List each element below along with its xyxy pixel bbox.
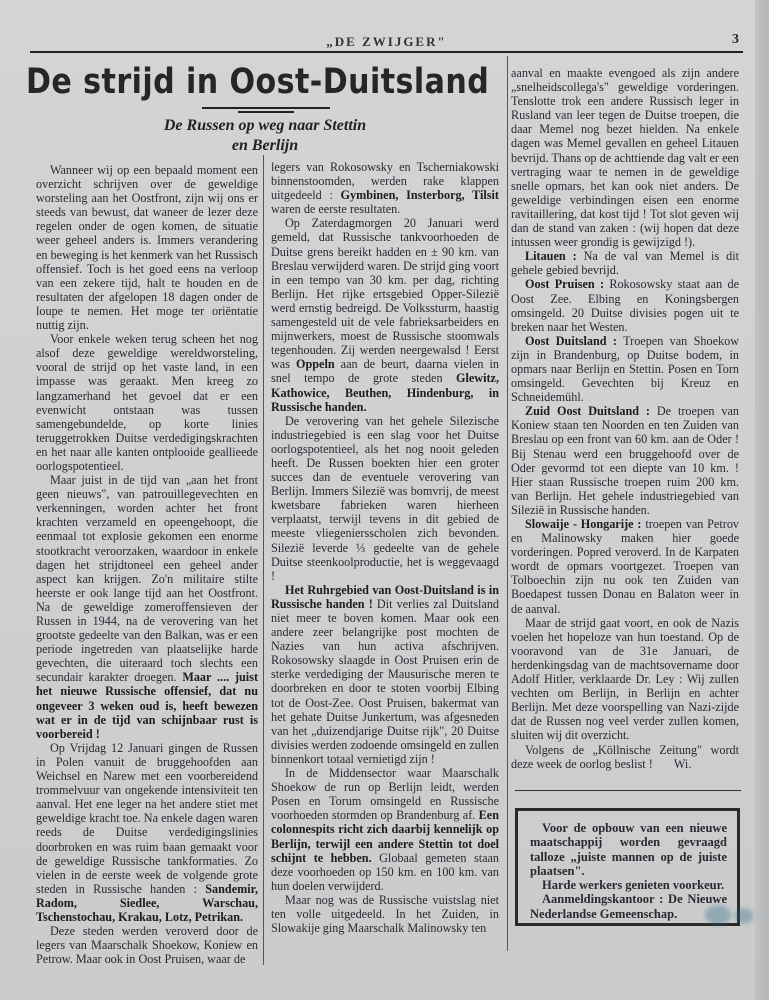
paragraph: Het Ruhrgebied van Oost-Duitsland is in Russische handen ! Dit verlies zal Duitsland niet meer te boven komen. Maar ook een andere zeer belangrijke post mochten de Nazies van hun activa afschrijven. Rokosowsky slaagde in Oost Pruisen erin de sterke verdediging der Mausurische meren te doorbreken en door te stoten voorbij Elbing tot de Oost-Zee. Oost Pruisen, bakermat van het gehate Duitse Junkertum, was afgesneden van het „duizendjarige Duitse rijk", 20 Duitse divisies werden zodoende omsingeld en zullen binnenkort totaal vernietigd zijn ! <box>271 582 500 766</box>
ad-text: Harde werkers genieten voorkeur. <box>542 878 725 893</box>
running-head <box>30 34 743 52</box>
article-subhead: De Russen op weg naar Stettin <box>163 117 367 134</box>
ink-stain <box>735 908 753 924</box>
status-item: Litauen : Na de val van Memel is dit gehele gebied bevrijd. <box>511 249 739 278</box>
status-item: Slowaije - Hongarije : troepen van Petrov en Malinowsky maken hier goede vorderingen. Popred veroverd. In de Karpaten wordt de opmars voortgezet. Troepen van Tolboechin zijn nu ook ten Zuiden van Boedapest tussen Donau en Balaton weer in de aanval. <box>511 517 740 616</box>
paragraph: De verovering van het gehele Silezische industriegebied is een slag voor het Duitse oorlogspotentieel, als het nog nooit geleden heeft. De Russen boekten hier een groter succes dan de eventuele verovering van Berlijn. Immers Silezië was bomvrij, de meest kwetsbare fabrieken waren hierheen verplaatst, terwijl tevens in dit gebied de meeste vliegeniersscholen zich bevonden. Silezië leverde ⅓ gedeelte van de gehele Duitse steenkoolproductie, het is weggevaagd ! <box>271 413 499 583</box>
city-list: Gymbinen, Insterborg, Tilsit <box>340 188 499 203</box>
status-label: Zuid Oost Duitsland : <box>525 404 650 419</box>
paragraph: Wanneer wij op een bepaald moment een overzicht schrijven over de geweldige worsteling aan het Oostfront, zijn wij ons er steeds van bewust, dat waneer de lezer deze regelen onder de ogen komen, de situatie weer geheel anders is. Immers verandering en beweging is het kenmerk van het Russisch offensief. Toch is het goed eens na verloop van een zekere tijd, halt te houden en de resultaten der afgelopen 18 dagen onder de loupe te nemen. Het moge ter oriëntatie nuttig zijn. <box>36 163 258 333</box>
ad-text: Aanmeldingskantoor : De Nieuwe Nederlandse Gemeenschap. <box>530 892 727 921</box>
article-column-1 <box>36 163 258 966</box>
article-column-2 <box>271 160 499 935</box>
city-list: Sandemir, Radom, Siedlee, Warschau, Tschenstochau, Krakau, Lotz, Petrikan. <box>36 881 258 924</box>
status-item: Oost Duitsland : Troepen van Shoekow zijn in Brandenburg, op Duitse bodem, in opmars naar Berlijn en Stettin. Posen en Torn omsingeld. Gevechten bij Kreuz en Schneidemühl. <box>511 333 739 405</box>
article-end-rule <box>515 790 741 791</box>
city-list: Glewitz, Kathowice, Beuthen, Hindenburg, in Russische handen. <box>271 371 499 414</box>
status-label: Oost Duitsland : <box>525 333 617 348</box>
newspaper-title: „DE ZWIJGER" <box>326 34 447 49</box>
article-headline: De strijd in Oost-Duitsland <box>26 62 490 102</box>
paragraph: Voor enkele weken terug scheen het nog alsof deze geweldige wereldworsteling, vooral de strijd op het vaste land, in een impasse was geraakt. Men kreeg zo langzamerhand het gevoel dat er een evenwicht ontstaan was tussen samengebundelde, op korte linies teruggetrokken Duitse verdedigingskrachten en het naar alle kanten ontplooide geallieede oorlogspotentieel. <box>36 332 258 473</box>
paragraph: legers van Rokosowsky en Tscherniakowski binnenstoomden, werden rake klappen uitgedeeld : Gymbinen, Insterborg, Tilsit waren de eerste resultaten. <box>271 160 499 217</box>
page-number: 3 <box>732 32 739 47</box>
emphasis: Het Ruhrgebied van Oost-Duitsland is in Russische handen ! <box>271 582 499 611</box>
status-item: Zuid Oost Duitsland : De troepen van Koniew staan ten Noorden en ten Zuiden van Breslau op een front van 60 km. aan de Oder ! Bij Stenau werd een bruggehoofd over de Oder gevormd tot een diepte van 10 km. ! Hier staan Russische troepen ruim 200 km. van Berlijn. Het gehele industriegebied van Silezië in Russische handen. <box>511 404 740 517</box>
paragraph: Maar juist in de tijd van „aan het front geen nieuws", van patrouillegevechten en verkenningen, worden achter het front krachten verzameld en opeengehoopt, die eenmaal tot explosie gekomen een enorme stootkracht veroorzaken, waardoor in enkele dagen het strijdtoneel een geheel ander aspect kan krijgen. Zo'n militaire stilte heerste er ook lange tijd aan het Oostfront. Na de geweldige zomeroffensieven der Russen in 1944, na de verovering van het grootste gedeelte van den Balkan, was er een periode ingetreden van plaatselijke harde gevechten, die uiteraard toch slechts een secundair karakter droegen. Maar .... juist het nieuwe Russische offensief, dat nu ongeveer 3 weken oud is, heeft bewezen wat er in de tijd van schijnbaar rust is voorbereid ! <box>36 473 258 741</box>
ad-text: Voor de opbouw van een nieuwe maatschappij worden gevraagd talloze „juiste mannen op de juiste plaatsen". <box>530 821 727 878</box>
paragraph: Op Vrijdag 12 Januari gingen de Russen in Polen vanuit de bruggehoofden aan Weichsel en Narew met een voorbereidend trommelvuur van ongekende intensiviteit ten aanval. Het ene leger na het andere stiet met geweldige kracht toe. Na enkele dagen waren reeds de Duitse verdedigingslinies doorbroken en was ruim baan gemaakt voor de geweldige Russische tankformaties. Zo vielen in de eerste week de volgende grote steden in Russische handen : Sandemir, Radom, Siedlee, Warschau, Tschenstochau, Krakau, Lotz, Petrikan. <box>36 740 258 924</box>
headline-rule <box>238 111 294 113</box>
article-column-3 <box>511 66 739 771</box>
paragraph: Op Zaterdagmorgen 20 Januari werd gemeld, dat Russische tankvoorhoeden de Duitse grens bereikt hadden en ± 90 km. van Breslau verwijderd waren. De strijd ging voort in een tempo van 30 km. per dag, richting Berlijn. Het rijke ertsgebied Opper-Silezië werd ernstig bedreigd. De Volkssturm, haastig samengesteld uit de vele fabrieksarbeiders en mijnwerkers, moest de Russische stoomwals tegenhouden. Zij werden neergewalsd ! Eerst was Oppeln aan de beurt, daarna vielen in snel tempo de grote steden Glewitz, Kathowice, Beuthen, Hindenburg, in Russische handen. <box>271 216 500 414</box>
page-edge <box>755 0 769 1000</box>
column-divider <box>263 155 264 965</box>
status-label: Oost Pruisen : <box>525 277 605 292</box>
author-signature: Wi. <box>673 756 692 771</box>
paragraph: Maar nog was de Russische vuistslag niet ten volle uitgedeeld. In het Zuiden, in Slowakije ging Maarschalk Malinowsky ten <box>271 892 499 936</box>
city-name: Oppeln <box>296 357 335 372</box>
ink-stain <box>705 905 731 925</box>
status-label: Litauen : <box>525 249 577 264</box>
column-divider <box>507 56 508 951</box>
status-label: Slowaije - Hongarije : <box>525 517 642 531</box>
paragraph: aanval en maakte evengoed als zijn andere „snelheidscollega's" geweldige vorderingen. Tenslotte trok een andere Russisch leger in Rusland van leer tegen de Duitse troepen, die daar Memel nog bezet hielden. Na enkele dagen was Memel gevallen en geheel Litauen bevrijd. Thans op de achttiende dag valt er een vertraging waar te nemen in de geweldige snelle opmars, het kan ook niet anders. De geweldige verbindingen eisen een enorme ravitaillering, dat kost tijd ! Tot slot geven wij dan de stand van zaken : (wij hopen dat deze intussen weer grondig is gewijzigd !). <box>511 66 739 250</box>
paragraph: Volgens de „Köllnische Zeitung" wordt deze week de oorlog beslist ! Wi. <box>511 742 739 771</box>
paragraph: Deze steden werden veroverd door de legers van Maarschalk Shoekow, Koniew en Petrow. Maar ook in Oost Pruisen, waar de <box>36 924 258 967</box>
emphasis: Een colonnespits richt zich daarbij kennelijk op Berlijn, terwijl een andere Stettin tot doel schijnt te hebben. <box>271 808 499 865</box>
advertisement-box <box>515 808 740 926</box>
paragraph: In de Middensector waar Maarschalk Shoekow de run op Berlijn leidt, werden Posen en Torum omsingeld en Russische voorhoeden stormden op Brandenburg af. Een colonnespits richt zich daarbij kennelijk op Berlijn, terwijl een andere Stettin tot doel schijnt te hebben. Globaal gemeten staan deze voorhoeden op 150 km. en 100 km. van hun doelen verwijderd. <box>271 766 499 893</box>
article-subhead: en Berlijn <box>231 137 299 154</box>
status-item: Oost Pruisen : Rokosowsky staat aan de Oost Zee. Elbing en Koningsbergen omsingeld. 20 Duitse divisies pogen uit te breken naar het Westen. <box>511 277 739 334</box>
header-rule <box>30 51 743 53</box>
headline-rule <box>202 107 330 109</box>
emphasis: Maar .... juist het nieuwe Russische offensief, dat nu ongeveer 3 weken oud is, heeft bewezen wat er in de tijd van schijnbaar rust is voorbereid ! <box>36 670 258 741</box>
paragraph: Maar de strijd gaat voort, en ook de Nazis voelen het hopeloze van hun toestand. Op de vooravond van de 31e Januari, de herdenkingsdag van de machtsovername door Adolf Hitler, verklaarde Dr. Ley : Wij zullen vechten om Berlijn, in Berlijn en achter Berlijn. Met deze voorspelling van Nazi-zijde dat de Russen nog veel verder zullen komen, sluiten wij dit overzicht. <box>511 615 739 743</box>
